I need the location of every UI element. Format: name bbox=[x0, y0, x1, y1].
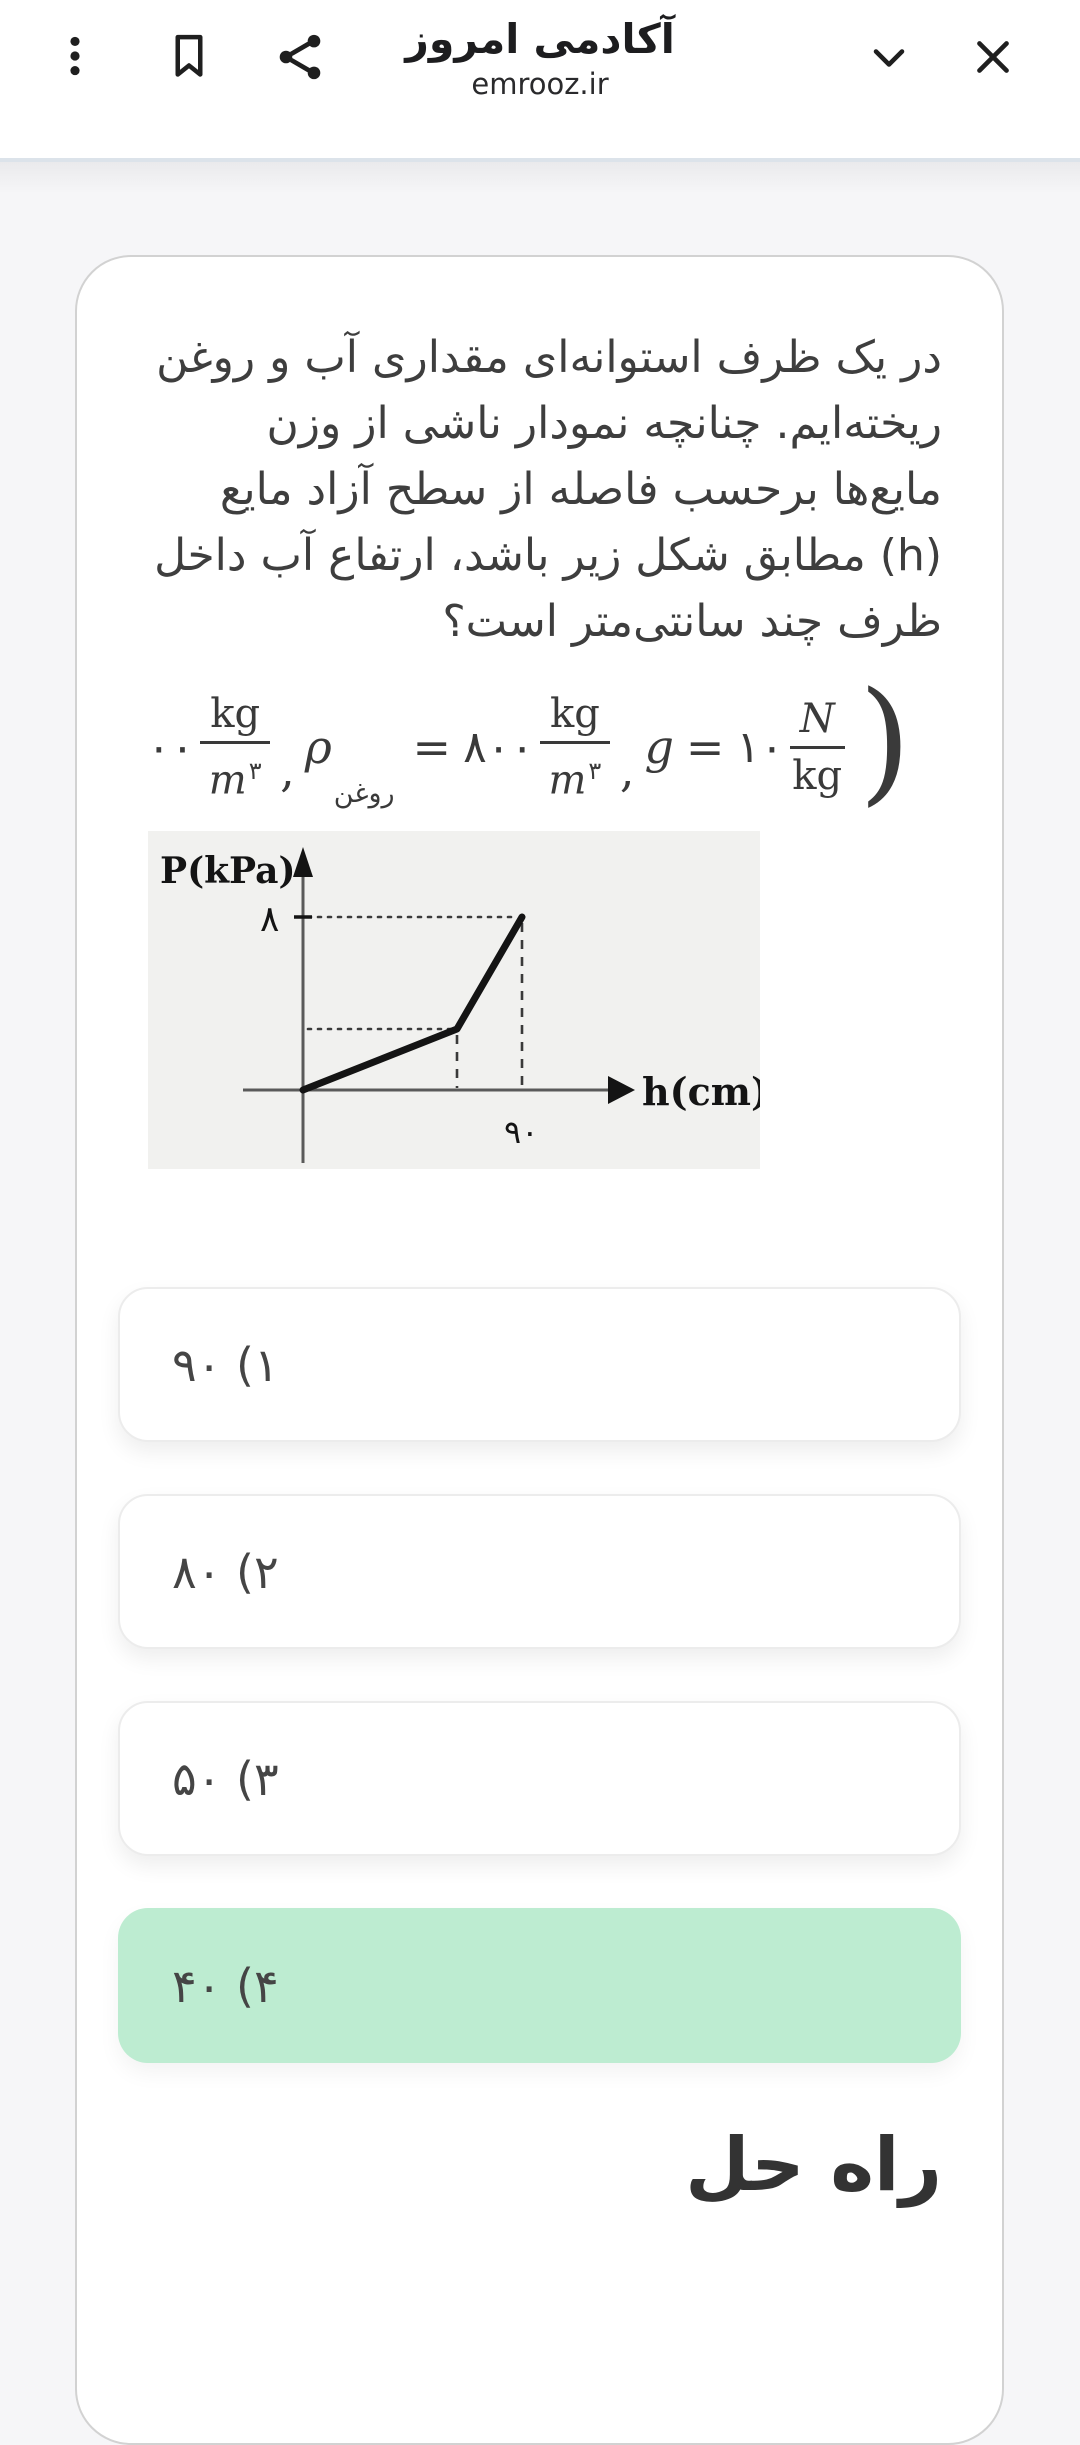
question-text bbox=[137, 325, 942, 655]
more-menu-button[interactable] bbox=[50, 30, 100, 82]
question-line: در یک ظرف استوانه‌ای مقداری آب و روغن bbox=[156, 332, 942, 383]
close-button[interactable] bbox=[962, 28, 1024, 86]
gravity-value: ۱۰ bbox=[736, 721, 784, 773]
solution-heading: راه حل bbox=[685, 2122, 942, 2208]
answer-options bbox=[118, 1287, 961, 2063]
formula-comma: , bbox=[619, 743, 635, 797]
answer-option-2[interactable] bbox=[118, 1494, 961, 1649]
question-line: ظرف چند سانتی‌متر است؟ bbox=[442, 596, 942, 647]
given-values-formula bbox=[147, 663, 1002, 823]
y-tick-label: ۸ bbox=[260, 899, 280, 940]
x-axis-label: h(cm) bbox=[642, 1069, 760, 1114]
source-title-block bbox=[405, 14, 675, 102]
equals-sign: = bbox=[685, 720, 725, 774]
formula-fraction-kg-m3: $\frac{kg}{m^۳}$ bbox=[200, 691, 270, 803]
answer-option-4-correct[interactable] bbox=[118, 1908, 961, 2063]
rho-subscript-oil: روغن bbox=[333, 778, 395, 809]
option-text: ۳) ۵۰ bbox=[172, 1751, 279, 1806]
option-text: ۲) ۸۰ bbox=[172, 1544, 279, 1599]
formula-fraction-kg-m3: $\frac{kg}{m^۳}$ bbox=[540, 691, 610, 803]
question-line: (h) مطابق شکل زیر باشد، ارتفاع آب داخل bbox=[154, 530, 942, 581]
rho-symbol: ρ bbox=[304, 720, 332, 774]
equals-sign: = bbox=[412, 720, 452, 774]
pressure-depth-graph bbox=[148, 831, 760, 1169]
answer-option-1[interactable] bbox=[118, 1287, 961, 1442]
y-axis-label: P(kPa) bbox=[160, 850, 296, 892]
question-line: ریخته‌ایم. چنانچه نمودار ناشی از وزن bbox=[266, 398, 942, 449]
bookmark-icon bbox=[162, 29, 216, 83]
source-title: آکادمی امروز bbox=[405, 15, 675, 63]
question-line: مایع‌ها برحسب فاصله از سطح آزاد مایع bbox=[219, 464, 942, 515]
question-card bbox=[75, 255, 1004, 2445]
content-area bbox=[0, 162, 1080, 2208]
option-text: ۱) ۹۰ bbox=[172, 1337, 279, 1392]
formula-parenthesis: ) bbox=[858, 663, 911, 819]
option-text: ۴) ۴۰ bbox=[172, 1958, 279, 2013]
bookmark-button[interactable] bbox=[160, 28, 218, 84]
formula-fraction-N-kg: $\frac{N}{kg}$ bbox=[790, 696, 845, 799]
g-symbol: g bbox=[644, 720, 674, 774]
source-domain: emrooz.ir bbox=[471, 67, 609, 101]
x-tick-label: ۹۰ bbox=[504, 1113, 539, 1151]
chevron-down-icon bbox=[860, 32, 918, 84]
formula-clipped-digits: ۰۰ bbox=[147, 721, 195, 773]
top-bar bbox=[0, 0, 1080, 162]
formula-comma: , bbox=[280, 743, 295, 797]
share-icon bbox=[272, 29, 328, 85]
kebab-vertical-icon bbox=[50, 30, 100, 82]
share-button[interactable] bbox=[270, 28, 330, 86]
answer-option-3[interactable] bbox=[118, 1701, 961, 1856]
oil-density-value: ۸۰۰ bbox=[463, 721, 534, 773]
close-icon bbox=[964, 30, 1022, 84]
collapse-button[interactable] bbox=[858, 30, 920, 86]
